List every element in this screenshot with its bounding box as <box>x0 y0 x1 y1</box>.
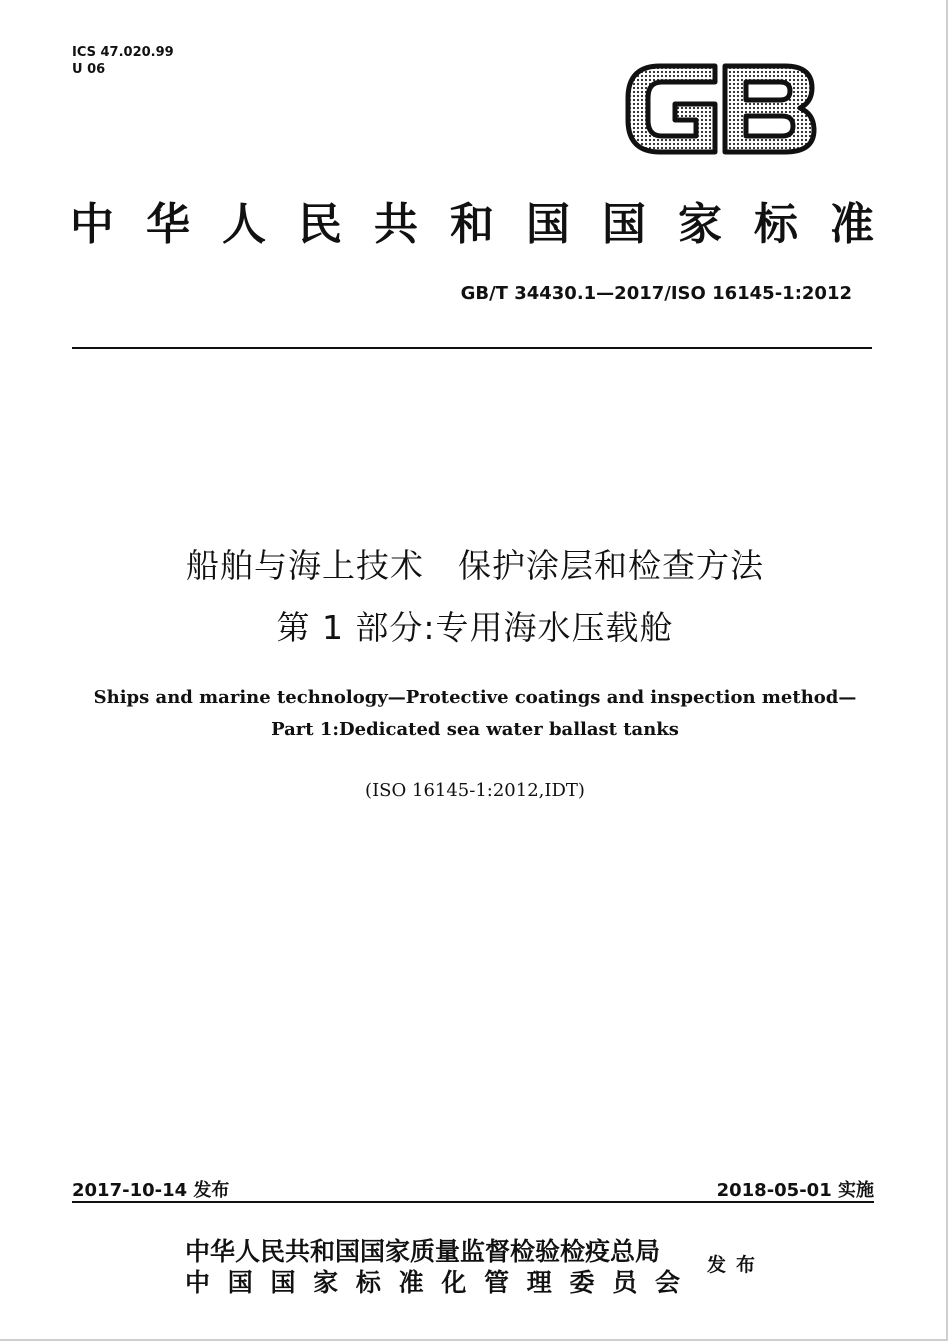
standard-number: GB/T 34430.1—2017/ISO 16145-1:2012 <box>460 283 852 304</box>
adoption-note: (ISO 16145-1:2012,IDT) <box>365 780 585 801</box>
issuer-aqsiq: 中华人民共和国国家质量监督检验检疫总局 <box>185 1237 661 1266</box>
ics-code: ICS 47.020.99 <box>72 45 174 60</box>
title-en-line2: Part 1:Dedicated sea water ballast tanks <box>271 719 679 740</box>
title-en <box>0 682 950 746</box>
issued-label: 发布 <box>707 1254 766 1276</box>
title-zh-line1: 船舶与海上技术 保护涂层和检查方法 <box>186 546 764 585</box>
implementation-date: 2018-05-01 实施 <box>716 1180 874 1201</box>
issuer-sac: 中国国家标准化管理委员会 <box>185 1268 680 1297</box>
ccs-code: U 06 <box>72 62 106 77</box>
footer-divider <box>72 1201 874 1203</box>
publication-date: 2017-10-14 发布 <box>72 1180 230 1201</box>
gb-logo-text: GB <box>620 58 622 59</box>
title-en-line1: Ships and marine technology—Protective coatings and inspection method— <box>93 687 857 708</box>
header-divider <box>72 347 872 349</box>
title-zh-line2: 第 1 部分:专用海水压载舱 <box>276 608 674 647</box>
gb-logo <box>620 58 820 158</box>
national-standard-title: 中华人民共和国国家标准 <box>70 199 880 250</box>
classification-codes <box>72 44 174 78</box>
